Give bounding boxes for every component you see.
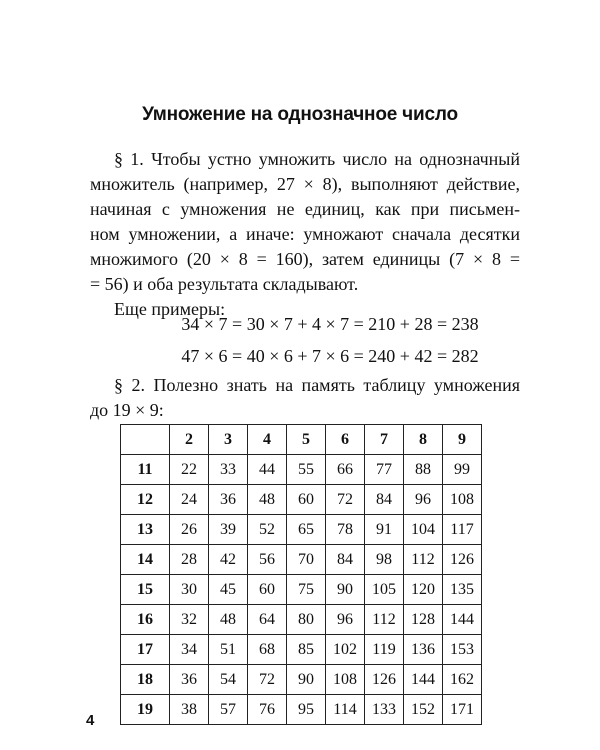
page-heading: Умножение на однозначное число — [142, 104, 458, 125]
table-cell: 98 — [365, 545, 404, 575]
table-row — [121, 485, 482, 515]
row-header: 19 — [121, 695, 170, 725]
table-cell: 153 — [443, 635, 482, 665]
table-cell: 144 — [443, 605, 482, 635]
row-header: 11 — [121, 455, 170, 485]
table-cell: 76 — [248, 695, 287, 725]
table-cell: 84 — [326, 545, 365, 575]
table-cell: 112 — [404, 545, 443, 575]
table-corner-cell — [121, 425, 170, 455]
table-cell: 36 — [170, 665, 209, 695]
table-cell: 162 — [443, 665, 482, 695]
table-cell: 75 — [287, 575, 326, 605]
row-header: 14 — [121, 545, 170, 575]
table-row — [121, 575, 482, 605]
table-cell: 36 — [209, 485, 248, 515]
text-line: начиная с умножения не единиц, как при письмен- — [90, 199, 520, 219]
table-cell: 133 — [365, 695, 404, 725]
table-cell: 126 — [365, 665, 404, 695]
table-row — [121, 515, 482, 545]
table-cell: 126 — [443, 545, 482, 575]
column-header: 9 — [443, 425, 482, 455]
table-cell: 77 — [365, 455, 404, 485]
text-line: множитель (например, 27 × 8), выполняют действие, — [90, 174, 520, 194]
row-header: 17 — [121, 635, 170, 665]
table-cell: 32 — [170, 605, 209, 635]
table-cell: 108 — [443, 485, 482, 515]
section-1-paragraph — [90, 147, 520, 322]
table-cell: 84 — [365, 485, 404, 515]
multiplication-table — [120, 424, 482, 725]
table-cell: 136 — [404, 635, 443, 665]
row-header: 13 — [121, 515, 170, 545]
table-cell: 65 — [287, 515, 326, 545]
table-cell: 91 — [365, 515, 404, 545]
example-equation-1: 34 × 7 = 30 × 7 + 4 × 7 = 210 + 28 = 238 — [181, 314, 479, 334]
table-cell: 90 — [326, 575, 365, 605]
table-cell: 54 — [209, 665, 248, 695]
table-cell: 144 — [404, 665, 443, 695]
text-line: = 56) и оба результата складывают. — [90, 274, 359, 294]
table-cell: 28 — [170, 545, 209, 575]
table-cell: 78 — [326, 515, 365, 545]
table-cell: 66 — [326, 455, 365, 485]
table-cell: 70 — [287, 545, 326, 575]
table-cell: 52 — [248, 515, 287, 545]
table-cell: 72 — [326, 485, 365, 515]
table-cell: 22 — [170, 455, 209, 485]
text-line: ном умножении, а иначе: умножают сначала десятки — [90, 224, 520, 244]
table-header-row — [121, 425, 482, 455]
table-cell: 64 — [248, 605, 287, 635]
row-header: 18 — [121, 665, 170, 695]
example-equation-2: 47 × 6 = 40 × 6 + 7 × 6 = 240 + 42 = 282 — [181, 346, 479, 366]
more-examples-label: Еще примеры: — [114, 299, 226, 319]
table-cell: 55 — [287, 455, 326, 485]
table-cell: 56 — [248, 545, 287, 575]
table-cell: 34 — [170, 635, 209, 665]
column-header: 8 — [404, 425, 443, 455]
table-cell: 108 — [326, 665, 365, 695]
table-cell: 44 — [248, 455, 287, 485]
table-cell: 24 — [170, 485, 209, 515]
table-cell: 72 — [248, 665, 287, 695]
table-row — [121, 665, 482, 695]
column-header: 2 — [170, 425, 209, 455]
table-cell: 51 — [209, 635, 248, 665]
table-cell: 60 — [287, 485, 326, 515]
table-cell: 48 — [209, 605, 248, 635]
table-cell: 38 — [170, 695, 209, 725]
column-header: 5 — [287, 425, 326, 455]
table-cell: 117 — [443, 515, 482, 545]
table-cell: 45 — [209, 575, 248, 605]
table-cell: 80 — [287, 605, 326, 635]
row-header: 16 — [121, 605, 170, 635]
table-cell: 39 — [209, 515, 248, 545]
table-cell: 96 — [404, 485, 443, 515]
table-cell: 119 — [365, 635, 404, 665]
table-cell: 96 — [326, 605, 365, 635]
table-cell: 95 — [287, 695, 326, 725]
row-header: 15 — [121, 575, 170, 605]
text-line: § 1. Чтобы устно умножить число на однозначный — [114, 149, 520, 169]
text-line: до 19 × 9: — [90, 400, 164, 420]
table-row — [121, 455, 482, 485]
table-cell: 60 — [248, 575, 287, 605]
text-line: множимого (20 × 8 = 160), затем единицы (7 × 8 = — [90, 249, 520, 269]
table-cell: 102 — [326, 635, 365, 665]
table-cell: 99 — [443, 455, 482, 485]
table-cell: 104 — [404, 515, 443, 545]
table-cell: 171 — [443, 695, 482, 725]
table-cell: 120 — [404, 575, 443, 605]
table-row — [121, 605, 482, 635]
column-header: 7 — [365, 425, 404, 455]
table-cell: 26 — [170, 515, 209, 545]
table-cell: 105 — [365, 575, 404, 605]
column-header: 6 — [326, 425, 365, 455]
table-cell: 42 — [209, 545, 248, 575]
table-row — [121, 635, 482, 665]
table-cell: 90 — [287, 665, 326, 695]
table-cell: 30 — [170, 575, 209, 605]
table-row — [121, 695, 482, 725]
table-cell: 114 — [326, 695, 365, 725]
section-2-paragraph — [90, 373, 520, 423]
table-cell: 112 — [365, 605, 404, 635]
column-header: 3 — [209, 425, 248, 455]
table-cell: 85 — [287, 635, 326, 665]
text-line: § 2. Полезно знать на память таблицу умножения — [114, 375, 520, 395]
table-cell: 33 — [209, 455, 248, 485]
table-cell: 128 — [404, 605, 443, 635]
table-cell: 88 — [404, 455, 443, 485]
table-cell: 135 — [443, 575, 482, 605]
table-cell: 68 — [248, 635, 287, 665]
page-number: 4 — [86, 712, 95, 729]
table-cell: 57 — [209, 695, 248, 725]
table-cell: 48 — [248, 485, 287, 515]
column-header: 4 — [248, 425, 287, 455]
table-row — [121, 545, 482, 575]
table-cell: 152 — [404, 695, 443, 725]
row-header: 12 — [121, 485, 170, 515]
